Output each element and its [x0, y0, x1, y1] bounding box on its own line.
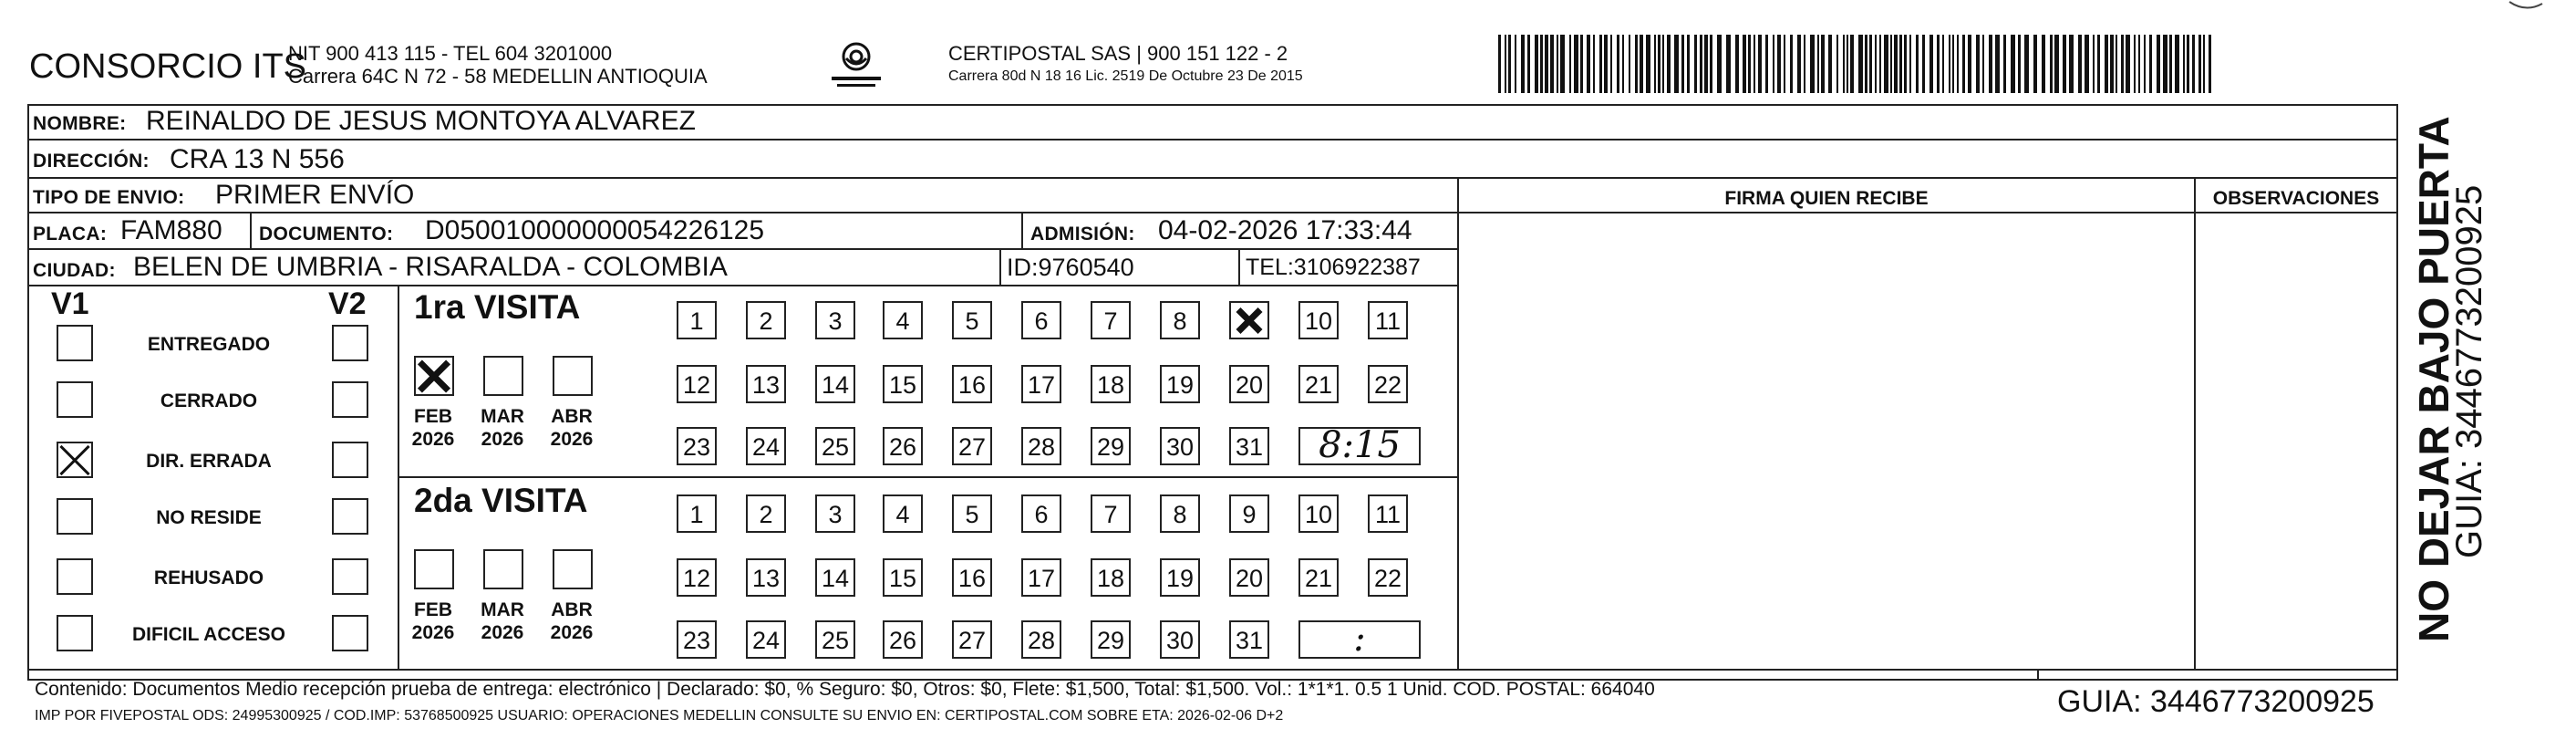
v2-checkbox[interactable] [332, 442, 368, 478]
month-checkbox[interactable] [414, 549, 454, 589]
day-box[interactable]: 5 [952, 301, 992, 339]
company-info [288, 42, 708, 88]
tel-label: TEL: [1246, 255, 1294, 280]
day-box[interactable]: 29 [1091, 427, 1131, 465]
day-box[interactable]: 20 [1229, 365, 1269, 403]
row-divider [27, 177, 2398, 179]
col-divider [2037, 669, 2039, 681]
day-box[interactable]: 18 [1091, 558, 1131, 597]
day-box[interactable]: 26 [883, 620, 923, 659]
day-box[interactable]: 30 [1160, 620, 1200, 659]
v1-checkbox[interactable] [57, 615, 93, 651]
side-guia: GUIA: 3446773200925 [2449, 184, 2489, 558]
day-box[interactable]: 2 [746, 494, 786, 533]
admision-value: 04-02-2026 17:33:44 [1158, 215, 1412, 245]
day-box[interactable]: 31 [1229, 620, 1269, 659]
status-label: REHUSADO [153, 567, 264, 588]
month-label: FEB 2026 [411, 406, 455, 450]
day-box[interactable]: 13 [746, 558, 786, 597]
day-box[interactable]: 8 [1160, 494, 1200, 533]
day-box[interactable]: 29 [1091, 620, 1131, 659]
ciudad-label: CIUDAD: [33, 260, 116, 281]
day-box[interactable]: 9 [1229, 494, 1269, 533]
v2-checkbox[interactable] [332, 325, 368, 361]
day-box[interactable]: 6 [1021, 494, 1061, 533]
col-divider [1021, 212, 1023, 248]
col-divider [999, 248, 1001, 285]
firma-header: FIRMA QUIEN RECIBE [1724, 188, 1929, 209]
month-checkbox[interactable] [414, 356, 454, 396]
footer-content-line: Contenido: Documentos Medio recepción prueba de entrega: electrónico | Declarado: $0, % Seguro: $0, Otros: $0, Flete: $1,500, Total: $1,500. Vol.: 1*1*1. 0.5 1 Unid. COD. POSTAL: 664040 [35, 679, 1655, 700]
day-box[interactable]: 26 [883, 427, 923, 465]
day-box[interactable]: 11 [1368, 494, 1408, 533]
day-box[interactable]: 19 [1160, 365, 1200, 403]
col-divider [1238, 248, 1240, 285]
visit-time-box[interactable]: 8:15 [1298, 427, 1421, 465]
day-box[interactable]: 23 [677, 427, 717, 465]
tel-value: 3106922387 [1293, 255, 1421, 280]
day-box[interactable]: 30 [1160, 427, 1200, 465]
day-box[interactable]: 21 [1298, 558, 1339, 597]
day-box[interactable]: 10 [1298, 301, 1339, 339]
id-value: 9760540 [1038, 254, 1134, 281]
admision-label: ADMISIÓN: [1030, 224, 1135, 245]
company-name: CONSORCIO ITS [29, 47, 307, 86]
day-box[interactable]: 31 [1229, 427, 1269, 465]
col-divider [1457, 177, 1459, 669]
tipo-envio-label: TIPO DE ENVIO: [33, 187, 185, 208]
tel-field [1246, 255, 1421, 281]
v1-checkbox[interactable] [57, 381, 93, 418]
day-box[interactable]: 28 [1021, 620, 1061, 659]
v2-checkbox[interactable] [332, 498, 368, 535]
v2-checkbox[interactable] [332, 615, 368, 651]
day-box[interactable]: 13 [746, 365, 786, 403]
day-box[interactable]: 2 [746, 301, 786, 339]
col-divider [398, 285, 399, 669]
direccion-label: DIRECCIÓN: [33, 151, 150, 172]
month-label: FEB 2026 [411, 599, 455, 643]
courier-name: CERTIPOSTAL SAS | 900 151 122 - 2 [948, 42, 1288, 65]
day-box[interactable]: 7 [1091, 301, 1131, 339]
courier-address: Carrera 80d N 18 16 Lic. 2519 De Octubre 23 De 2015 [948, 68, 1303, 84]
address-line: Carrera 64C N 72 - 58 MEDELLIN ANTIOQUIA [288, 65, 708, 88]
day-box[interactable] [1229, 301, 1269, 339]
documento-label: DOCUMENTO: [259, 224, 394, 245]
day-box[interactable]: 25 [815, 427, 855, 465]
row-divider [27, 139, 2398, 141]
day-box[interactable]: 15 [883, 558, 923, 597]
documento-value: D050010000000054226125 [425, 215, 765, 245]
day-box[interactable]: 11 [1368, 301, 1408, 339]
day-box[interactable]: 17 [1021, 365, 1061, 403]
v1-checkbox[interactable] [57, 442, 93, 478]
day-box[interactable]: 3 [815, 301, 855, 339]
visit-title: 1ra VISITA [414, 288, 581, 326]
courier-info [948, 42, 1303, 88]
v2-header: V2 [328, 286, 367, 321]
id-label: ID: [1007, 254, 1039, 281]
v2-checkbox[interactable] [332, 558, 368, 595]
day-box[interactable]: 8 [1160, 301, 1200, 339]
status-label: DIFICIL ACCESO [131, 624, 285, 645]
v1-checkbox[interactable] [57, 558, 93, 595]
id-field [1007, 254, 1134, 282]
month-checkbox[interactable] [483, 549, 523, 589]
day-box[interactable]: 10 [1298, 494, 1339, 533]
day-box[interactable]: 14 [815, 365, 855, 403]
status-label: ENTREGADO [147, 334, 271, 355]
placa-value: FAM880 [120, 215, 222, 245]
row-divider [27, 248, 1459, 250]
day-box[interactable]: 4 [883, 494, 923, 533]
day-box[interactable]: 19 [1160, 558, 1200, 597]
footer-guia: GUIA: 3446773200925 [2057, 684, 2374, 719]
side-warning: NO DEJAR BAJO PUERTA [2410, 116, 2457, 642]
observaciones-header: OBSERVACIONES [2212, 188, 2380, 209]
day-box[interactable]: 24 [746, 620, 786, 659]
day-box[interactable]: 12 [677, 365, 717, 403]
visit-title: 2da VISITA [414, 482, 588, 519]
day-box[interactable]: 17 [1021, 558, 1061, 597]
day-box[interactable]: 7 [1091, 494, 1131, 533]
day-box[interactable]: 16 [952, 558, 992, 597]
visit-time-box[interactable]: : [1298, 620, 1421, 659]
day-box[interactable]: 23 [677, 620, 717, 659]
row-divider [27, 285, 1459, 286]
day-box[interactable]: 25 [815, 620, 855, 659]
footer-divider [27, 669, 2398, 671]
day-box[interactable]: 1 [677, 494, 717, 533]
col-divider [2194, 177, 2196, 669]
day-box[interactable]: 20 [1229, 558, 1269, 597]
direccion-value: CRA 13 N 556 [170, 144, 345, 174]
v2-checkbox[interactable] [332, 381, 368, 418]
day-box[interactable]: 22 [1368, 558, 1408, 597]
month-checkbox[interactable] [553, 549, 593, 589]
day-box[interactable]: 27 [952, 427, 992, 465]
day-box[interactable]: 22 [1368, 365, 1408, 403]
col-divider [2396, 104, 2398, 681]
v1-checkbox[interactable] [57, 498, 93, 535]
day-box[interactable]: 1 [677, 301, 717, 339]
v1-header: V1 [51, 286, 89, 321]
ciudad-value: BELEN DE UMBRIA - RISARALDA - COLOMBIA [133, 252, 728, 282]
day-box[interactable]: 21 [1298, 365, 1339, 403]
day-box[interactable]: 15 [883, 365, 923, 403]
certipostal-logo [828, 38, 885, 93]
row-divider [398, 476, 1459, 478]
month-checkbox[interactable] [483, 356, 523, 396]
footer-print-line: IMP POR FIVEPOSTAL ODS: 24995300925 / COD.IMP: 53768500925 USUARIO: OPERACIONES MEDELLIN CONSULTE SU ENVIO EN: CERTIPOSTAL.COM SOBRE ETA: 2026-02-06 D+2 [35, 708, 1284, 723]
month-label: ABR 2026 [550, 599, 594, 643]
day-box[interactable]: 18 [1091, 365, 1131, 403]
day-box[interactable]: 14 [815, 558, 855, 597]
row-divider [27, 212, 2398, 213]
v1-checkbox[interactable] [57, 325, 93, 361]
status-label: CERRADO [160, 390, 258, 411]
nombre-label: NOMBRE: [33, 113, 127, 134]
day-box[interactable]: 6 [1021, 301, 1061, 339]
day-box[interactable]: 4 [883, 301, 923, 339]
status-label: NO RESIDE [156, 507, 262, 528]
barcode [1498, 35, 2219, 93]
tipo-envio-value: PRIMER ENVÍO [215, 180, 415, 210]
day-box[interactable]: 28 [1021, 427, 1061, 465]
day-box[interactable]: 16 [952, 365, 992, 403]
day-box[interactable]: 5 [952, 494, 992, 533]
month-checkbox[interactable] [553, 356, 593, 396]
status-label: DIR. ERRADA [146, 451, 272, 472]
placa-label: PLACA: [33, 224, 108, 245]
nit-line: NIT 900 413 115 - TEL 604 3201000 [288, 42, 613, 65]
day-box[interactable]: 3 [815, 494, 855, 533]
nombre-value: REINALDO DE JESUS MONTOYA ALVAREZ [146, 106, 696, 136]
day-box[interactable]: 24 [746, 427, 786, 465]
corner-mark [2508, 0, 2544, 11]
month-label: ABR 2026 [550, 406, 594, 450]
day-box[interactable]: 27 [952, 620, 992, 659]
col-divider [250, 212, 252, 248]
day-box[interactable]: 12 [677, 558, 717, 597]
month-label: MAR 2026 [481, 599, 524, 643]
month-label: MAR 2026 [481, 406, 524, 450]
